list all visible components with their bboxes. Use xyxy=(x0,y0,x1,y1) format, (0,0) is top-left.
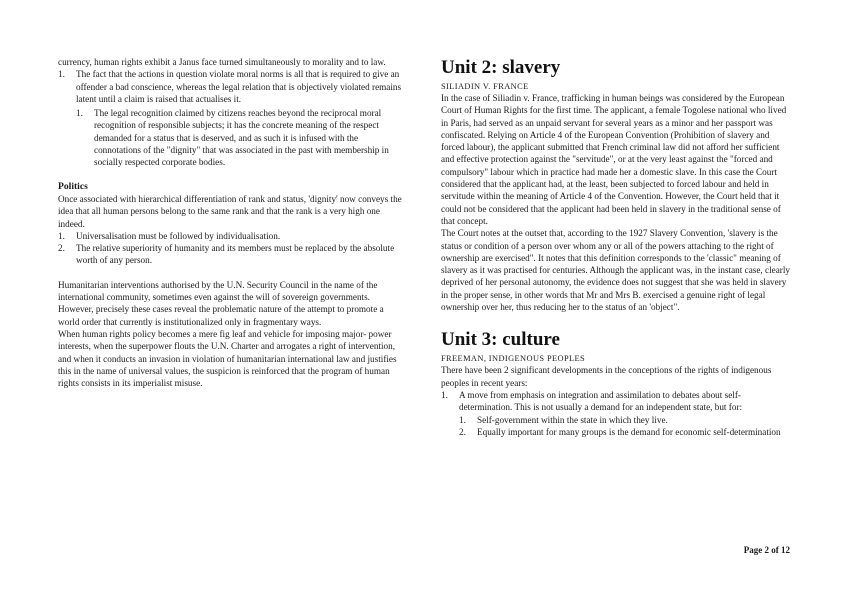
list-text: The fact that the actions in question violate moral norms is all that is required to give an offender a bad conscience, whereas the legal relation that is objectively violated remains latent until a claim is raised that actualises it. xyxy=(76,69,402,104)
paragraph: When human rights policy becomes a mere fig leaf and vehicle for imposing major- power interests, when the superpower flouts the U.N. Charter and arrogates a right of intervention, and when it conducts an invasion in violation of humanitarian international law and justifies this in the name of universal values, the suspicion is reinforced that the program of human rights consists in its imperialist misuse. xyxy=(58,328,397,389)
section-heading: Politics xyxy=(58,180,88,192)
list-text: The relative superiority of humanity and its members must be replaced by the absolute worth of any person. xyxy=(76,243,395,266)
list-item xyxy=(441,389,793,438)
list-item xyxy=(459,426,793,438)
list-number: 1. xyxy=(459,414,466,425)
list-item xyxy=(76,107,406,168)
list-number: 1. xyxy=(441,389,448,400)
unit-title: Unit 2: slavery xyxy=(441,57,561,78)
numbered-list xyxy=(441,389,793,438)
list-item xyxy=(58,242,406,267)
list-text: Equally important for many groups is the demand for economic self-determination xyxy=(477,426,781,437)
sub-list xyxy=(76,107,406,168)
case-label: FREEMAN, INDIGENOUS PEOPLES xyxy=(441,354,586,364)
case-label: SILIADIN V. FRANCE xyxy=(441,82,529,91)
unit-title: Unit 3: culture xyxy=(441,329,560,351)
numbered-list xyxy=(58,68,406,168)
list-number: 1. xyxy=(58,230,65,241)
paragraph: The Court notes at the outset that, according to the 1927 Slavery Convention, 'slavery is the status or condition of a person over whom any or all of the powers attaching to the right of ownership are exercised". It notes that this definition corresponds to the 'classic" meaning of slavery as it was practised for centuries. Although the applicant was, in the instant case, clearly deprived of her personal autonomy, the evidence does not suggest that she was held in slavery in the proper sense, in other words that Mr and Mrs B. exercised a genuine right of legal ownership over her, thus reducing her to the status of an 'object". xyxy=(441,228,791,313)
list-item xyxy=(58,68,406,168)
numbered-list xyxy=(58,230,406,267)
intro-text: currency, human rights exhibit a Janus face turned simultaneously to morality and to law. xyxy=(58,57,386,67)
list-item xyxy=(58,230,406,242)
list-text: Self-government within the state in which they live. xyxy=(477,414,668,425)
paragraph: In the case of Siliadin v. France, trafficking in human beings was considered by the European Court of Human Rights for the first time. The applicant, a female Togolese national who lived in Paris, had served as an unpaid servant for several years as a minor and her passport was confiscated. Relying on Article 4 of the European Convention (Prohibition of slavery and forced labour), the applicant submitted that French criminal law did not afford her sufficient and effective protection against the "servitude", or at the very least against the "forced and compulsory" labour which in practice had made her a domestic slave. In this case the Court considered that the applicant had, at the least, been subjected to forced labour and held in servitude within the meaning of Article 4 of the Convention. However, the Court held that it could not be considered that the applicant had been held in slavery in the traditional sense of that concept. xyxy=(441,93,787,226)
list-text: A move from emphasis on integration and assimilation to debates about self-determination. This is not usually a demand for an independent state, but for: xyxy=(459,389,743,413)
list-number: 2. xyxy=(459,426,466,437)
list-text: Universalisation must be followed by individualisation. xyxy=(76,230,281,241)
sub-list xyxy=(459,414,793,439)
left-column xyxy=(58,56,406,389)
paragraph: There have been 2 significant developments in the conceptions of the rights of indigenous peoples in recent years: xyxy=(441,365,772,388)
right-column xyxy=(441,57,793,438)
page-number: Page 2 of 12 xyxy=(743,545,790,555)
list-number: 2. xyxy=(58,243,65,254)
list-text: The legal recognition claimed by citizens reaches beyond the reciprocal moral recognition of responsible subjects; it has the concrete meaning of the respect demanded for a status that is deserved, and as such it is infused with the connotations of the "dignity" that was associated in the past with membership in socially respected corporate bodies. xyxy=(94,108,389,168)
list-number: 1. xyxy=(76,108,83,119)
list-number: 1. xyxy=(58,69,65,80)
paragraph: Humanitarian interventions authorised by the U.N. Security Council in the name of the international community, sometimes even against the will of sovereign governments. However, precisely these cases reveal the problematic nature of the attempt to promote a world order that currently is institutionalized only in fragmentary ways. xyxy=(58,279,384,327)
paragraph: Once associated with hierarchical differentiation of rank and status, 'dignity' now conveys the idea that all human persons belong to the same rank and that the rank is a very high one indeed. xyxy=(58,193,402,229)
list-item xyxy=(459,414,793,426)
